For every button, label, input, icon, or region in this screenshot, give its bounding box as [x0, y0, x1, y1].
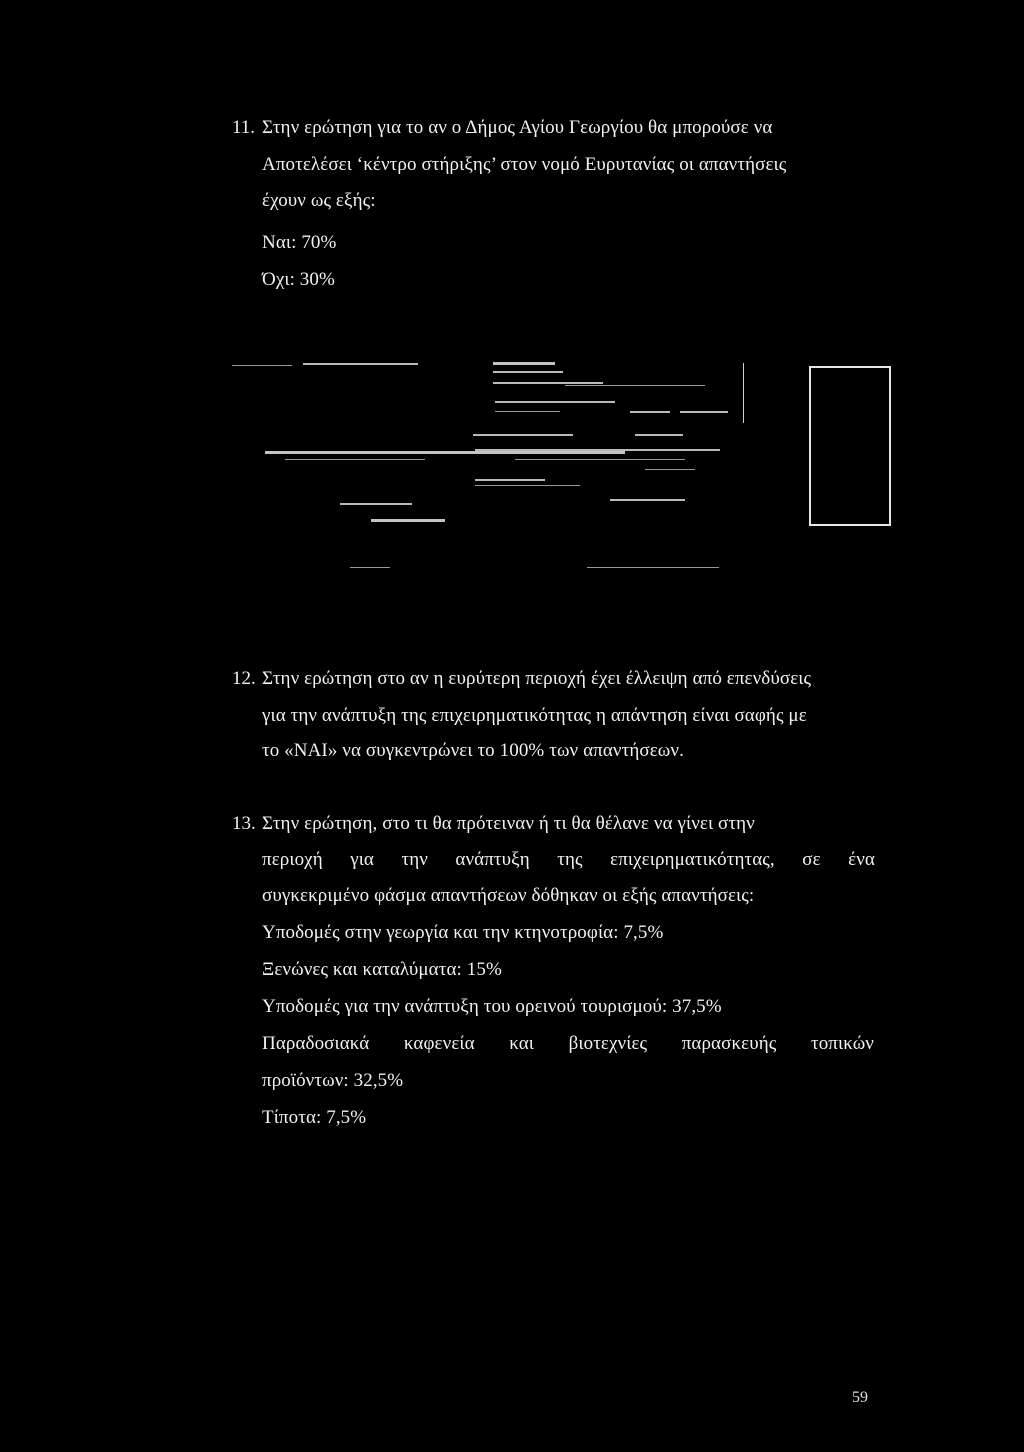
q13-answer-1: Υποδομές στην γεωργία και την κτηνοτροφία: 7,5%: [262, 922, 664, 943]
q13-number: 13.: [232, 813, 256, 834]
q13-line-1: Στην ερώτηση, στο τι θα πρότειναν ή τι θα θέλανε να γίνει στην: [262, 813, 755, 834]
q12-line-3: το «ΝΑΙ» να συγκεντρώνει το 100% των απαντήσεων.: [262, 740, 684, 761]
q13-line-2-word: επιχειρηματικότητας,: [610, 849, 775, 870]
q13-answer-2: Ξενώνες και καταλύματα: 15%: [262, 959, 502, 980]
q13-line-2-word: περιοχή: [262, 849, 323, 870]
q13-line-2: [262, 848, 875, 872]
degraded-chart-area: [225, 355, 905, 580]
q12-number: 12.: [232, 668, 256, 689]
q13-line-2-word: ανάπτυξη: [455, 849, 530, 870]
q13-line-2-word: σε: [802, 849, 821, 870]
q13-line-2-word: την: [401, 849, 428, 870]
q11-answer-no: Όχι: 30%: [262, 269, 335, 290]
q13-answer-4: [262, 1032, 874, 1056]
chart-frame-box: [809, 366, 891, 526]
q13-line-3: συγκεκριμένο φάσμα απαντήσεων δόθηκαν οι εξής απαντήσεις:: [262, 885, 755, 906]
q13-answer-4-word: τοπικών: [810, 1033, 874, 1054]
q13-answer-4-word: και: [509, 1033, 535, 1054]
q12-line-2: για την ανάπτυξη της επιχειρηματικότητας η απάντηση είναι σαφής με: [262, 705, 807, 726]
q11-number: 11.: [232, 117, 256, 138]
q11-line-1: Στην ερώτηση για το αν ο Δήμος Αγίου Γεωργίου θα μπορούσε να: [262, 117, 773, 138]
q11-line-2: Αποτελέσει ‘κέντρο στήριξης’ στον νομό Ευρυτανίας οι απαντήσεις: [262, 154, 787, 175]
q12-line-1: Στην ερώτηση στο αν η ευρύτερη περιοχή έχει έλλειψη από επενδύσεις: [262, 668, 812, 689]
q11-line-3: έχουν ως εξής:: [262, 190, 376, 211]
q13-answer-3: Υποδομές για την ανάπτυξη του ορεινού τουρισμού: 37,5%: [262, 996, 722, 1017]
q13-line-2-word: ένα: [848, 849, 875, 870]
q13-answer-4-cont: προϊόντων: 32,5%: [262, 1070, 404, 1091]
q13-answer-4-word: παρασκευής: [681, 1033, 777, 1054]
q13-line-2-word: για: [350, 849, 374, 870]
q11-answer-yes: Ναι: 70%: [262, 232, 337, 253]
q13-answer-4-word: βιοτεχνίες: [568, 1033, 648, 1054]
page-number: 59: [852, 1389, 868, 1406]
q13-line-2-word: της: [557, 849, 583, 870]
q13-answer-5: Τίποτα: 7,5%: [262, 1107, 367, 1128]
q13-answer-4-word: καφενεία: [403, 1033, 475, 1054]
q13-answer-4-word: Παραδοσιακά: [262, 1033, 370, 1054]
